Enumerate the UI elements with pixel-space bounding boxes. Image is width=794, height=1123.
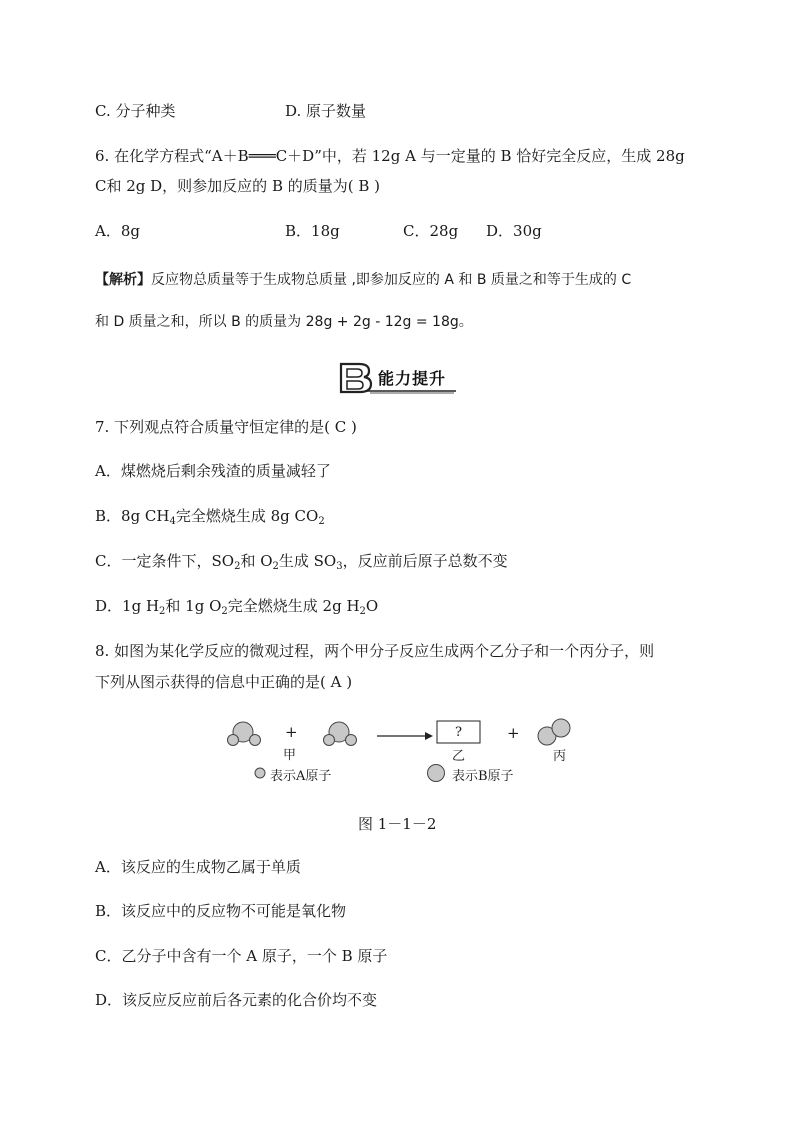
q6-stem-line1: 6. 在化学方程式“A＋B═══C＋D”中，若 12g A 与一定量的 B 恰好完全反应，生成 28g [95,147,685,165]
q7-option-d: D．1g $H_2$和 1g $O_2$完全燃烧生成 2g $H_2O$ [95,597,379,617]
plus-sign-2: + [507,724,520,742]
q7-option-c: C．一定条件下，$SO_2$和 $O_2$生成 $SO_3$，反应前后原子总数不变 [95,552,508,572]
q8-option-c: C．乙分子中含有一个 A 原子，一个 B 原子 [95,947,388,965]
q7-option-a: A．煤燃烧后剩余残渣的质量减轻了 [95,462,331,480]
q6-analysis-line2: 和 D 质量之和，所以 B 的质量为 28g + 2g - 12g = 18g。 [95,314,473,330]
question-mark: ? [455,725,462,740]
reaction-diagram [225,712,575,792]
bing-molecule [538,719,570,745]
analysis-tag: 【解析】 [95,272,151,288]
q5-option-c: C. 分子种类 [95,102,176,120]
q7-stem: 7. 下列观点符合质量守恒定律的是( C ) [95,418,357,436]
jia-molecule-2 [324,722,357,746]
legend-b-atom [428,765,445,782]
q8-option-a: A．该反应的生成物乙属于单质 [95,858,301,876]
figure-caption: 图 1－1－2 [358,815,437,833]
jia-molecule-1 [228,722,261,746]
analysis-text-1: 反应物总质量等于生成物总质量 ,即参加反应的 A 和 B 质量之和等于生成的 C [151,272,632,288]
q7-option-b: B．8g $CH_4$完全燃烧生成 8g $CO_2$ [95,507,325,527]
yi-label: 乙 [452,749,466,764]
q6-option-b: B．18g [285,222,340,240]
q5-option-d: D. 原子数量 [285,102,367,120]
q6-stem-line2: C和 2g D，则参加反应的 B 的质量为( B ) [95,177,381,195]
q8-stem-line2: 下列从图示获得的信息中正确的是( A ) [95,673,353,691]
plus-sign-1: + [285,723,298,741]
q6-option-c: C．28g [403,222,459,240]
section-title: 能力提升 [378,369,447,388]
q8-stem-line1: 8. 如图为某化学反应的微观过程，两个甲分子反应生成两个乙分子和一个丙分子，则 [95,642,655,660]
bing-label: 丙 [553,749,567,764]
legend-a-text: 表示A原子 [270,769,332,784]
section-banner [338,360,458,394]
legend-a-atom [255,768,265,778]
q6-option-d: D．30g [486,222,542,240]
q8-option-b: B．该反应中的反应物不可能是氧化物 [95,902,347,920]
reaction-arrow [377,732,433,740]
q6-option-a: A．8g [95,222,140,240]
q8-option-d: D．该反应反应前后各元素的化合价均不变 [95,991,378,1009]
jia-label: 甲 [283,748,297,763]
legend-b-text: 表示B原子 [452,769,514,784]
q6-analysis-line1 [95,270,631,290]
